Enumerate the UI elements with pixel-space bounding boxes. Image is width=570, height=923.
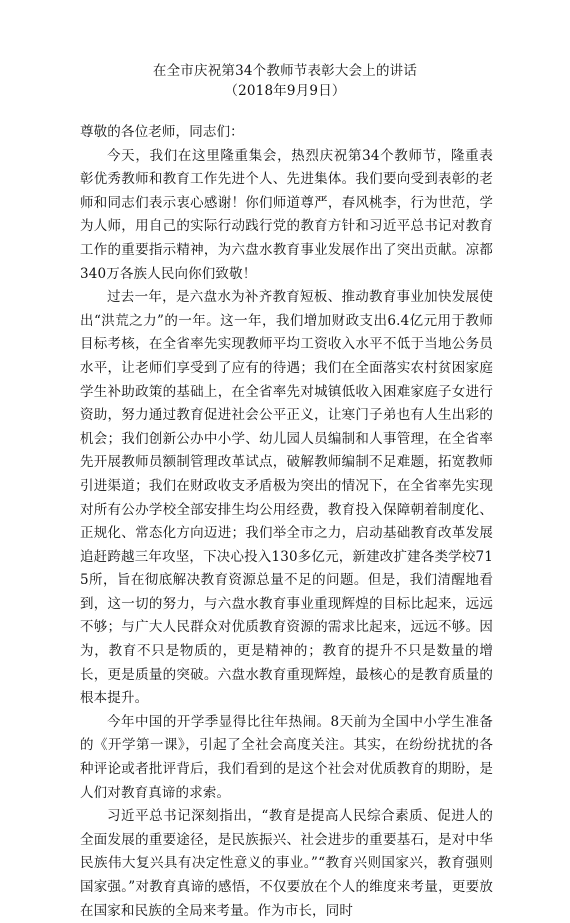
document-body <box>80 121 493 923</box>
paragraph: 习近平总书记深刻指出，“教育是提高人民综合素质、促进人的全面发展的重要途径，是民族振兴、社会进步的重要基石，是对中华民族伟大复兴具有决定性意义的事业。”“教育兴则国家兴，教育强则国家强。”对教育真谛的感悟，不仅要放在个人的维度来考量，更要放在国家和民族的全局来考量。作为市长，同时 <box>80 808 493 919</box>
paragraph: 过去一年，是六盘水为补齐教育短板、推动教育事业加快发展使出“洪荒之力”的一年。这一年，我们增加财政支出6.4亿元用于教师目标考核，在全省率先实现教师平均工资收入水平不低于当地公务员水平，让老师们享受到了应有的待遇；我们在全面落实农村贫困家庭学生补助政策的基础上，在全省率先对城镇低收入困难家庭子女进行资助，努力通过教育促进社会公平正义，让寒门子弟也有人生出彩的机会；我们创新公办中小学、幼儿园人员编制和人事管理，在全省率先开展教师员额制管理改革试点，破解教师编制不足难题，拓宽教师引进渠道；我们在财政收支矛盾极为突出的情况下，在全省率先实现对所有公办学校全部安排生均公用经费，教育投入保障朝着制度化、正规化、常态化方向迈进；我们举全市之力，启动基础教育改革发展追赶跨越三年攻坚，下决心投入130多亿元，新建改扩建各类学校715所，旨在彻底解决教育资源总量不足的问题。但是，我们清醒地看到，这一切的努力，与六盘水教育事业重现辉煌的目标比起来，远远不够；与广大人民群众对优质教育资源的需求比起来，远远不够。因为，教育不只是物质的，更是精神的；教育的提升不只是数量的增长，更是质量的突破。六盘水教育重现辉煌，最核心的是教育质量的根本提升。 <box>80 289 493 707</box>
document-title: 在全市庆祝第34个教师节表彰大会上的讲话 <box>152 63 418 79</box>
salutation: 尊敬的各位老师，同志们： <box>80 124 244 140</box>
paragraph: 今天，我们在这里隆重集会，热烈庆祝第34个教师节，隆重表彰优秀教师和教育工作先进个人、先进集体。我们要向受到表彰的老师和同志们表示衷心感谢！你们师道尊严，春风桃李，行为世范，学为人师，用自己的实际行动践行党的教育方针和习近平总书记对教育工作的重要指示精神，为六盘水教育事业发展作出了突出贡献。凉都340万各族人民向你们致敬！ <box>80 147 493 282</box>
paragraph: 今年中国的开学季显得比往年热闹。8天前为全国中小学生准备的《开学第一课》，引起了全社会高度关注。其实，在纷纷扰扰的各种评论或者批评背后，我们看到的是这个社会对优质教育的期盼，是人们对教育真谛的求索。 <box>80 713 493 801</box>
document-date: （2018年9月9日） <box>224 83 346 99</box>
